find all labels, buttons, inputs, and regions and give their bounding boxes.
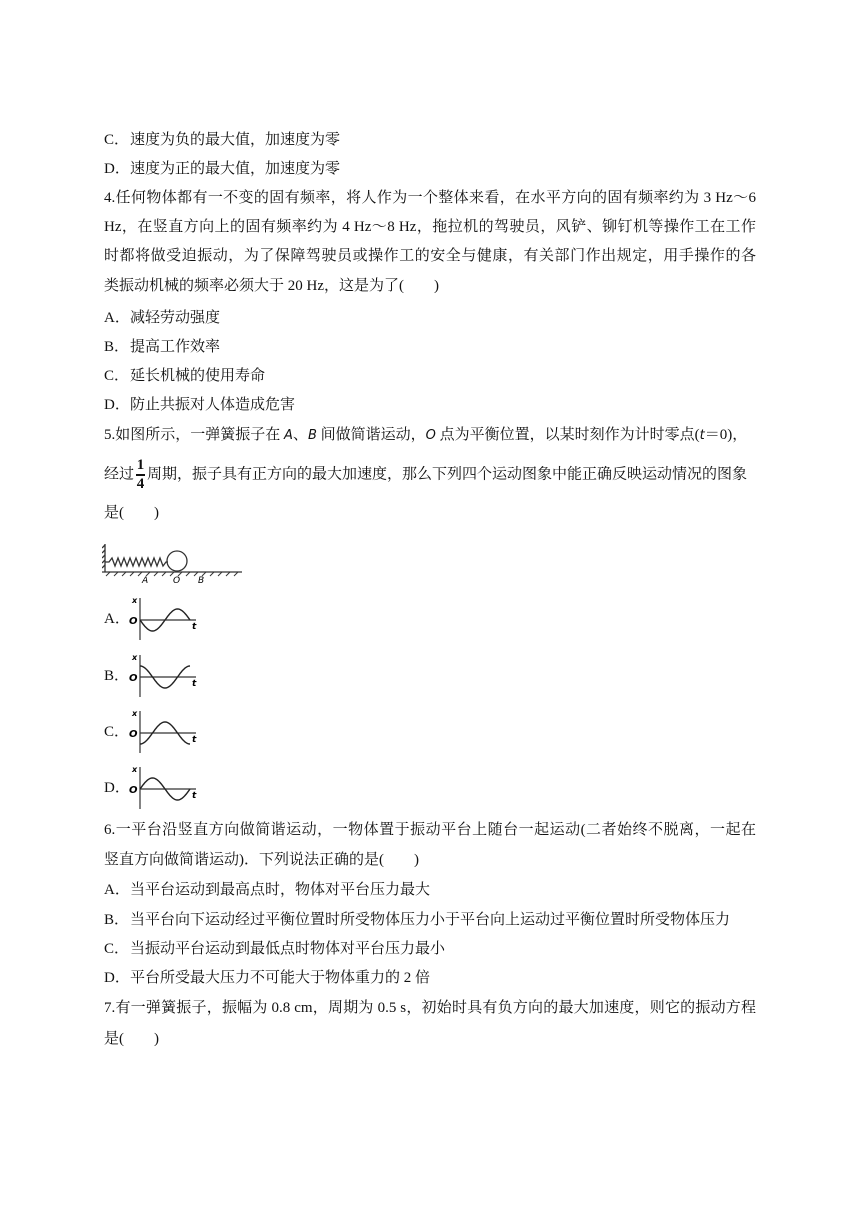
q4-line-3: 时都将做受迫振动，为了保障驾驶员或操作工的安全与健康，有关部门作出规定，用手操作的各 [104, 248, 756, 264]
spring-oscillator-diagram [102, 542, 244, 584]
q5-text: 经过 [104, 466, 135, 483]
option-letter: D． [104, 397, 130, 413]
q5-text: 间做简谐运动， [316, 427, 426, 443]
option-letter: D． [104, 161, 130, 177]
option-letter: C． [104, 132, 130, 148]
graph-b [128, 651, 200, 699]
q5-text: ＝0)， [704, 427, 748, 443]
label-o: O [173, 576, 181, 584]
origin-label: O [129, 785, 138, 796]
q5-var-t: t [699, 428, 705, 443]
axis-label-t: t [192, 622, 197, 632]
option-text: 防止共振对人体造成危害 [130, 397, 296, 413]
q5-text: 、 [292, 427, 308, 443]
option-letter: B． [104, 912, 130, 928]
fraction-denominator: 4 [136, 476, 145, 492]
option-letter: B． [104, 339, 130, 355]
fraction-one-quarter [136, 458, 145, 492]
q7-line-2: 是( ) [104, 1031, 159, 1047]
q6-line-2: 竖直方向做简谐运动)．下列说法正确的是( ) [104, 852, 419, 868]
q6-option-c [104, 939, 445, 959]
q6-option-d [104, 968, 430, 988]
q5-line-2 [104, 458, 747, 492]
graph-a [128, 594, 200, 642]
graph-d [128, 763, 200, 811]
q5-text: 点为平衡位置，以某时刻作为计时零点( [435, 427, 700, 443]
q4-option-c [104, 366, 265, 386]
axis-label-x: x [132, 765, 138, 774]
option-text: 延长机械的使用寿命 [130, 368, 266, 384]
q5-option-c-label: C． [104, 724, 130, 740]
option-text: 平台所受最大压力不可能大于物体重力的 2 倍 [130, 970, 431, 986]
graph-c [128, 707, 200, 755]
q5-option-a-label: A． [104, 611, 130, 627]
option-letter: D． [104, 970, 130, 986]
q5-point-b: B [307, 428, 317, 443]
option-letter: C． [104, 368, 130, 384]
q6-line-1: 6.一平台沿竖直方向做简谐运动，一物体置于振动平台上随台一起运动(二者始终不脱离，一起在 [104, 822, 756, 838]
label-b: B [198, 576, 205, 584]
option-text: 当平台运动到最高点时，物体对平台压力最大 [130, 882, 431, 898]
axis-label-t: t [192, 679, 197, 689]
option-text: 当振动平台运动到最低点时物体对平台压力最小 [130, 941, 446, 957]
q4-option-b [104, 337, 220, 357]
q5-line-1 [104, 425, 747, 446]
option-text: 减轻劳动强度 [130, 310, 221, 326]
axis-label-x: x [132, 653, 138, 662]
q5-text: 5.如图所示，一弹簧振子在 [104, 427, 285, 443]
q4-line-1: 4.任何物体都有一不变的固有频率，将人作为一个整体来看，在水平方向的固有频率约为 3 Hz～6 [104, 190, 756, 206]
q4-option-d [104, 395, 295, 415]
option-text: 速度为负的最大值，加速度为零 [130, 132, 341, 148]
axis-label-x: x [132, 709, 138, 718]
prev-option-c [104, 130, 340, 150]
label-a: A [142, 576, 149, 584]
q5-point-a: A [284, 428, 293, 443]
spring [105, 558, 168, 566]
q5-option-d-label: D． [104, 780, 130, 796]
q5-point-o: O [425, 428, 436, 443]
q5-text: 周期，振子具有正方向的最大加速度，那么下列四个运动图象中能正确反映运动情况的图象 [147, 466, 748, 483]
prev-option-d [104, 159, 340, 179]
option-letter: C． [104, 941, 130, 957]
option-letter: A． [104, 310, 130, 326]
q5-line-3: 是( ) [104, 505, 159, 521]
axis-label-t: t [192, 791, 197, 801]
q4-line-2: Hz，在竖直方向上的固有频率约为 4 Hz～8 Hz，拖拉机的驾驶员，风铲、铆钉机等操作工在工作 [104, 219, 756, 235]
origin-label: O [129, 729, 138, 740]
oscillator-ball [167, 551, 187, 571]
option-text: 速度为正的最大值，加速度为零 [130, 161, 341, 177]
axis-label-x: x [132, 596, 138, 605]
option-letter: A． [104, 882, 130, 898]
option-text: 提高工作效率 [130, 339, 221, 355]
q7-line-1: 7.有一弹簧振子，振幅为 0.8 cm，周期为 0.5 s，初始时具有负方向的最大加速度，则它的振动方程 [104, 1000, 756, 1016]
q5-option-b-label: B． [104, 668, 130, 684]
q6-option-a [104, 880, 430, 900]
fraction-numerator: 1 [136, 457, 145, 473]
q4-line-4: 类振动机械的频率必须大于 20 Hz，这是为了( ) [104, 278, 439, 294]
axis-label-t: t [192, 735, 197, 745]
option-text: 当平台向下运动经过平衡位置时所受物体压力小于平台向上运动过平衡位置时所受物体压力 [130, 912, 731, 928]
q6-option-b [104, 910, 730, 930]
q4-option-a [104, 308, 220, 328]
origin-label: O [129, 673, 138, 684]
origin-label: O [129, 616, 138, 627]
